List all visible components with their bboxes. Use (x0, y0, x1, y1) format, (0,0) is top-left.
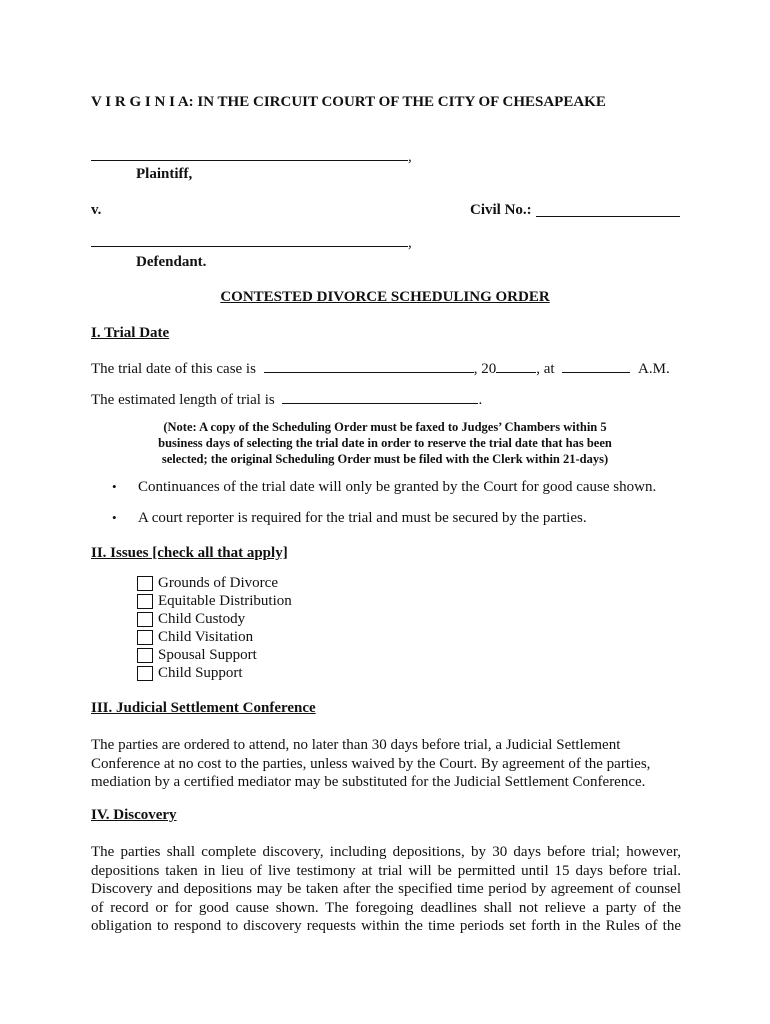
bullet-text-continuances: Continuances of the trial date will only be granted by the Court for good cause shown. (138, 479, 657, 495)
trial-length-blank[interactable] (282, 391, 478, 404)
civil-no-label: Civil No.: (470, 202, 532, 218)
paragraph-line: Discovery and depositions may be taken after the specified time period by agreement of counsel (91, 881, 681, 897)
defendant-comma: , (408, 235, 412, 251)
paragraph-line: Conference at no cost to the parties, unless waived by the Court. By agreement of the parties, (91, 755, 651, 772)
paragraph-line: The parties are ordered to attend, no later than 30 days before trial, a Judicial Settlement (91, 737, 621, 753)
trial-date-line (91, 360, 670, 378)
note-line-3: selected; the original Scheduling Order must be filed with the Clerk within 21-days) (161, 452, 609, 466)
bullet-item (112, 479, 656, 496)
paragraph-line: The parties shall complete discovery, including depositions, by 30 days before trial; however, (91, 844, 681, 860)
issue-child-support[interactable] (137, 664, 243, 682)
paragraph-line: mediation by a certified mediator may be substituted for the Judicial Settlement Conference. (91, 774, 646, 790)
checkbox-label: Child Visitation (158, 628, 254, 645)
bullet-text-court-reporter: A court reporter is required for the trial and must be secured by the parties. (138, 510, 587, 526)
issue-grounds-of-divorce[interactable] (137, 574, 278, 592)
issue-spousal-support[interactable] (137, 646, 257, 664)
checkbox-label: Grounds of Divorce (158, 574, 278, 591)
trial-year-blank[interactable] (496, 360, 536, 373)
issue-equitable-distribution[interactable] (137, 592, 292, 610)
checkbox[interactable] (137, 666, 153, 681)
plaintiff-comma: , (408, 149, 412, 165)
section-trial-date-heading: I. Trial Date (91, 325, 170, 341)
paragraph-line: obligation to respond to discovery requests within the time periods set forth in the Rules of the (91, 918, 681, 934)
note-line-2: business days of selecting the trial date in order to reserve the trial date that has been (158, 436, 612, 450)
court-header: V I R G I N I A: IN THE CIRCUIT COURT OF THE CITY OF CHESAPEAKE (91, 94, 606, 110)
trial-date-at: , at (536, 361, 555, 377)
defendant-name-line[interactable] (91, 246, 408, 247)
plaintiff-label: Plaintiff, (136, 166, 193, 182)
document-title: CONTESTED DIVORCE SCHEDULING ORDER (220, 289, 550, 305)
section-settlement-heading: III. Judicial Settlement Conference (91, 700, 316, 716)
checkbox-label: Child Support (158, 664, 243, 681)
trial-length-suffix: . (478, 392, 483, 408)
checkbox[interactable] (137, 612, 153, 627)
civil-no-line[interactable] (536, 216, 680, 217)
note-line-1: (Note: A copy of the Scheduling Order must be faxed to Judges’ Chambers within 5 (163, 420, 607, 434)
bullet-icon: • (112, 510, 117, 525)
issue-child-custody[interactable] (137, 610, 245, 628)
plaintiff-name-line[interactable] (91, 160, 408, 161)
trial-time-blank[interactable] (562, 360, 630, 373)
trial-length-prefix: The estimated length of trial is (91, 392, 275, 408)
checkbox[interactable] (137, 630, 153, 645)
discovery-paragraph (91, 843, 681, 936)
paragraph-line: of record or for good cause shown. The foregoing deadlines shall not relieve a party of the (91, 899, 681, 916)
trial-length-line (91, 391, 482, 409)
checkbox-label: Spousal Support (158, 646, 257, 663)
settlement-paragraph (91, 736, 681, 792)
section-issues-heading: II. Issues [check all that apply] (91, 545, 288, 561)
paragraph-line: depositions taken in lieu of live testimony at trial will be permitted until 15 days before trial. (91, 862, 681, 879)
trial-time-ampm: A.M. (638, 361, 670, 377)
bullet-item (112, 510, 587, 527)
issue-child-visitation[interactable] (137, 628, 253, 646)
checkbox[interactable] (137, 576, 153, 591)
checkbox-label: Child Custody (158, 610, 246, 627)
bullet-icon: • (112, 479, 117, 494)
versus-label: v. (91, 202, 102, 218)
checkbox[interactable] (137, 594, 153, 609)
scheduling-note (100, 419, 670, 467)
section-discovery-heading: IV. Discovery (91, 807, 177, 823)
trial-date-prefix: The trial date of this case is (91, 361, 256, 377)
defendant-label: Defendant. (136, 254, 207, 270)
checkbox-label: Equitable Distribution (158, 592, 292, 609)
checkbox[interactable] (137, 648, 153, 663)
trial-date-year: , 20 (473, 361, 497, 377)
trial-date-blank[interactable] (264, 360, 474, 373)
